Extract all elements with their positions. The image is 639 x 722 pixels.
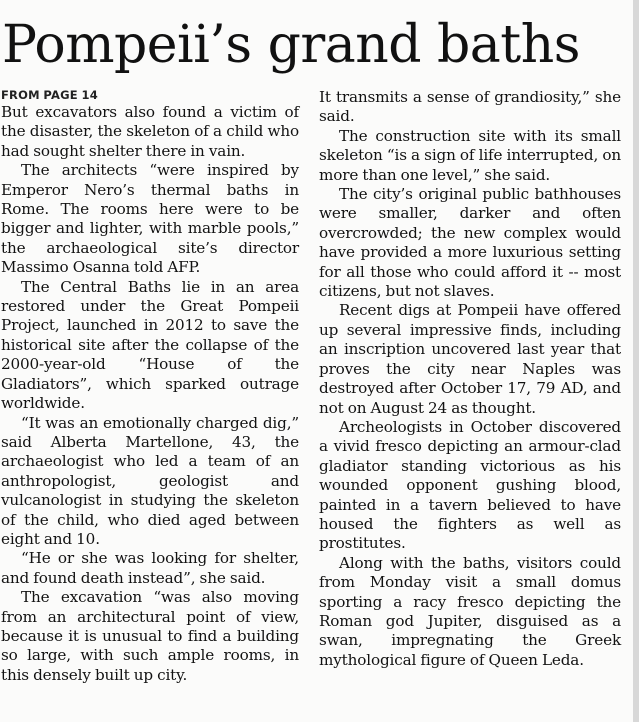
continued-from-kicker: FROM PAGE 14 [1,88,98,102]
article-paragraph: “He or she was looking for shelter, and found death instead”, she said. [1,549,299,587]
article-paragraph: It transmits a sense of grandiosity,” she said. [319,88,621,126]
article-paragraph: Along with the baths, visitors could from Monday visit a small domus sporting a racy fresco depicting the Roman god Jupiter, disguised as a swan, impregnating the Greek mythological figure of Queen Leda. [319,553,621,669]
article-paragraph: The construction site with its small skeleton “is a sign of life interrupted, on more than one level,” she said. [319,126,621,184]
article-headline: Pompeii’s grand baths [2,15,580,75]
article-column-right [319,88,621,670]
article-paragraph: The excavation “was also moving from an architectural point of view, because it is unusual to find a building so large, with such ample rooms, in this densely built up city. [1,588,299,684]
article-paragraph: But excavators also found a victim of the disaster, the skeleton of a child who had sought shelter there in vain. [1,103,299,160]
article-paragraph: The architects “were inspired by Emperor Nero’s thermal baths in Rome. The rooms here were to be bigger and lighter, with marble pools,” the archaeological site’s director Massimo Osanna told AFP. [1,161,299,277]
article-paragraph: “It was an emotionally charged dig,” said Alberta Martellone, 43, the archaeologist who led a team of an anthropologist, geologist and vulcanologist in studying the skeleton of the child, who died aged between eight and 10. [1,413,299,548]
article-paragraph: The city’s original public bathhouses were smaller, darker and often overcrowded; the new complex would have provided a more luxurious setting for all those who could afford it -- most citizens, but not slaves. [319,185,621,301]
article-paragraph: Archeologists in October discovered a vivid fresco depicting an armour-clad gladiator standing victorious as his wounded opponent gushing blood, painted in a tavern believed to have housed the fighters as well as prostitutes. [319,417,621,553]
article-column-left [1,88,299,685]
article-paragraph: The Central Baths lie in an area restored under the Great Pompeii Project, launched in 2012 to save the historical site after the collapse of the 2000-year-old “House of the Gladiators”, which sparked outrage worldwide. [1,277,299,413]
article-paragraph: Recent digs at Pompeii have offered up several impressive finds, including an inscription uncovered last year that proves the city near Naples was destroyed after October 17, 79 AD, and not on August 24 as thought. [319,301,621,417]
page-edge-divider [633,0,639,722]
